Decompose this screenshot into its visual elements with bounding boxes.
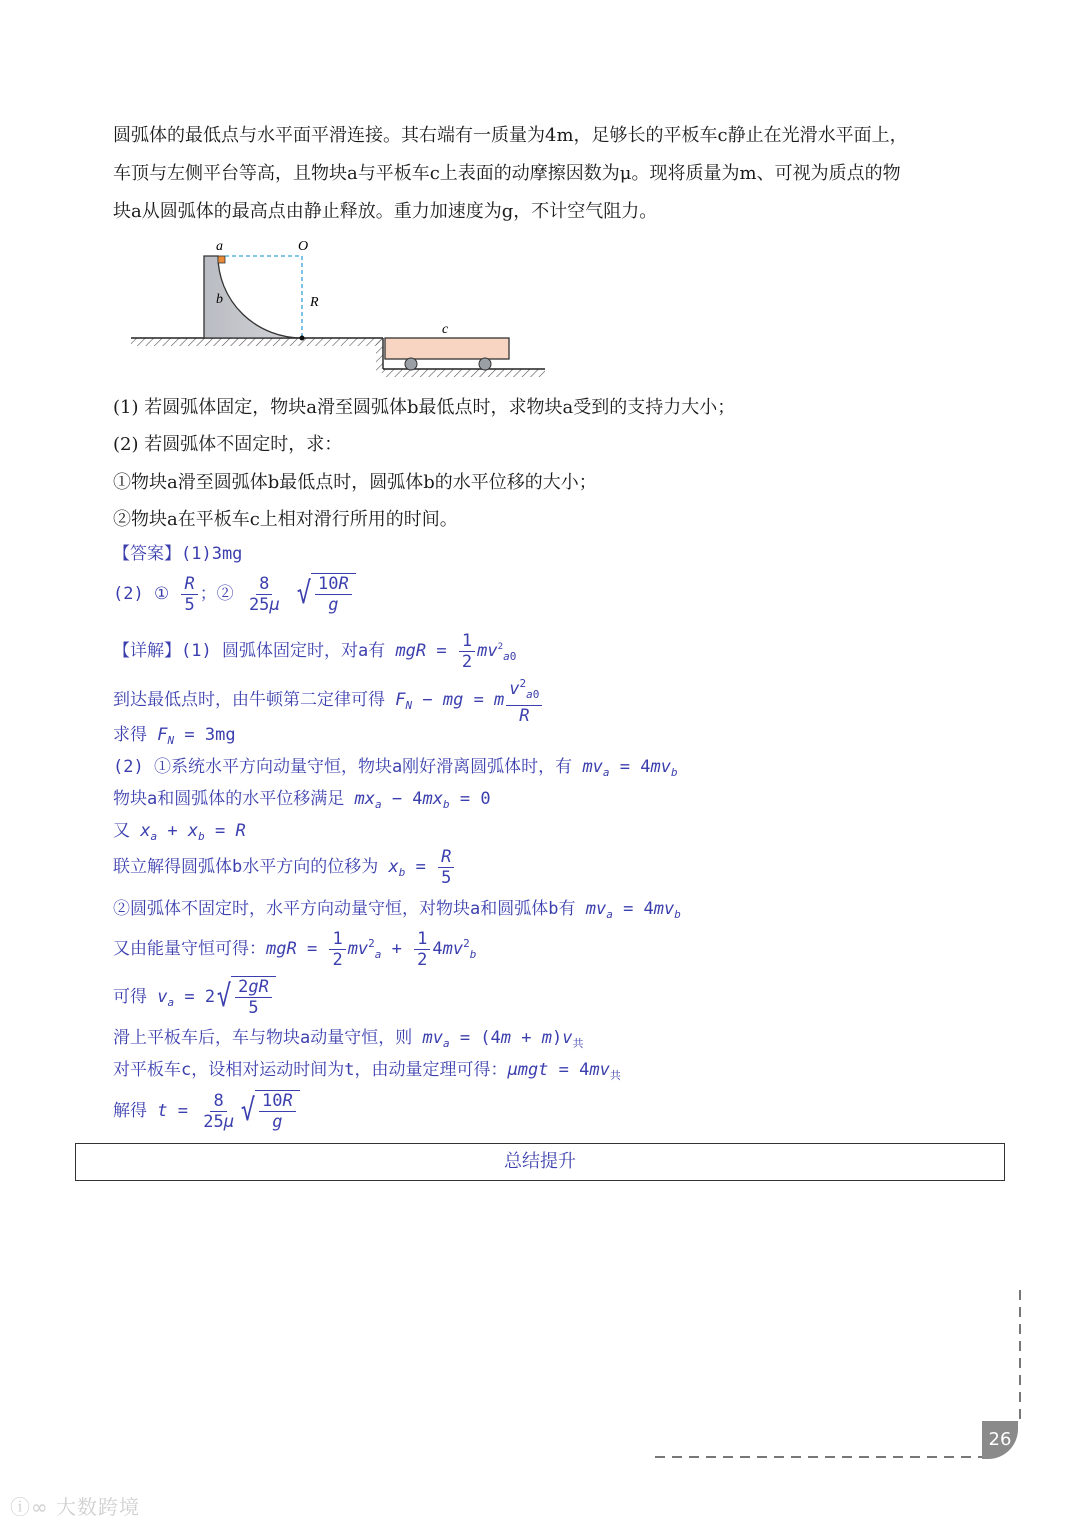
fraction-R-over-5: $\frac{R}{5}$: [181, 574, 197, 615]
arc-bottom-point: [300, 336, 305, 341]
answer-line-1: [113, 541, 1013, 567]
solution-line-10: 可得 $v_a = 2$ √ $\frac{2gR}{5}$: [113, 973, 1013, 1027]
solution-l9: 又由能量守恒可得：: [113, 939, 266, 959]
solution-line-1: 【详解】(1) 圆弧体固定时，对a有 mgR = $\frac{1}{2}$ $mv^2_{a0}$: [113, 630, 517, 672]
solution-tag: 【详解】: [113, 641, 181, 661]
problem-line-2: 车顶与左侧平台等高，且物块a与平板车c上表面的动摩擦因数为μ。现将质量为m、可视为质点的物: [113, 163, 901, 184]
question-2b: ②物块a在平板车c上相对滑行所用的时间。: [113, 509, 458, 530]
answer-2-prefix: (2) ①: [113, 584, 170, 604]
question-1: (1) 若圆弧体固定，物块a滑至圆弧体b最低点时，求物块a受到的支持力大小；: [113, 397, 736, 418]
sqrt-10R-g: √ $\frac{10R}{g}$: [295, 573, 356, 615]
solution-line-6: 又 $x_a + x_b = R$: [113, 821, 246, 843]
solution-line-9: 又由能量守恒可得：mgR = $\frac{1}{2}$ $mv^2_a$ + $\frac{1}{2}$ $4mv^2_b$: [113, 928, 477, 970]
cart-c: [385, 338, 509, 359]
solution-line-2: 到达最低点时，由牛顿第二定律可得 $F_N$ − mg = m $\frac{v^2_{a0}}{R}$: [113, 674, 1013, 728]
solution-l6: 又: [113, 821, 130, 841]
solution-line-11: 滑上平板车后，车与物块a动量守恒，则 $mv_a = (4m + m)v_共$: [113, 1028, 584, 1050]
watermark: [10, 1491, 140, 1520]
problem-line-1: 圆弧体的最低点与水平面平滑连接。其右端有一质量为4m，足够长的平板车c静止在光滑水平面上，: [113, 125, 908, 146]
ground-left-hatch: [131, 338, 383, 346]
solution-l4: (2) ①系统水平方向动量守恒，物块a刚好滑离圆弧体时，有: [113, 757, 573, 777]
solution-line-5: 物块a和圆弧体的水平位移满足 $mx_a - 4mx_b = 0$: [113, 789, 491, 811]
solution-l2: 到达最低点时，由牛顿第二定律可得: [113, 690, 385, 710]
solution-l10: 可得: [113, 987, 147, 1007]
answer-line-2: [113, 572, 1013, 616]
watermark-text: 大数跨境: [56, 1495, 141, 1519]
solution-line-12: 对平板车c，设相对运动时间为t，由动量定理可得：$\mu mgt = 4mv_共$: [113, 1060, 621, 1082]
solution-l8: ②圆弧体不固定时，水平方向动量守恒，对物块a和圆弧体b有: [113, 899, 576, 919]
solution-l3-result: = 3mg: [184, 725, 236, 745]
pit-hatch-left: [376, 338, 383, 373]
question-2: (2) 若圆弧体不固定时，求：: [113, 434, 343, 455]
ground-right-hatch: [383, 369, 545, 377]
block-a: [218, 256, 225, 263]
watermark-logo-icon: ⓘ∞: [10, 1495, 57, 1519]
answer-1: (1)3mg: [181, 544, 243, 564]
page-number: 26: [982, 1421, 1018, 1459]
answer-tag: 【答案】: [113, 544, 181, 564]
answer-2-sep: ；②: [199, 584, 234, 604]
page-corner-dashes: [655, 1290, 1027, 1465]
solution-l1: (1) 圆弧体固定时，对a有: [181, 641, 386, 661]
solution-l12: 对平板车c，设相对运动时间为t，由动量定理可得：: [113, 1060, 508, 1080]
problem-line-3: 块a从圆弧体的最高点由静止释放。重力加速度为g，不计空气阻力。: [113, 201, 658, 222]
solution-line-3: 求得 $F_N = 3mg$: [113, 725, 236, 747]
label-c: c: [442, 322, 449, 337]
fraction-8-over-25mu: $\frac{8}{25\mu}$: [248, 573, 280, 615]
solution-line-4: (2) ①系统水平方向动量守恒，物块a刚好滑离圆弧体时，有 $mv_a = 4mv_b$: [113, 757, 678, 779]
solution-line-8: ②圆弧体不固定时，水平方向动量守恒，对物块a和圆弧体b有 $mv_a = 4mv_b$: [113, 899, 681, 921]
solution-l13: 解得: [113, 1101, 147, 1121]
label-b: b: [216, 292, 223, 307]
solution-l5: 物块a和圆弧体的水平位移满足: [113, 789, 345, 809]
summary-heading: 总结提升: [75, 1143, 1005, 1181]
label-a: a: [216, 239, 223, 254]
label-O: O: [298, 239, 309, 254]
cart-wheel-right: [479, 358, 491, 370]
solution-line-7: 联立解得圆弧体b水平方向的位移为 $x_b$ = $\frac{R}{5}$: [113, 845, 1013, 895]
cart-wheel-left: [405, 358, 417, 370]
solution-l7: 联立解得圆弧体b水平方向的位移为: [113, 857, 379, 877]
question-2a: ①物块a滑至圆弧体b最低点时，圆弧体b的水平位移的大小；: [113, 472, 597, 493]
solution-line-13: 解得 t = $\frac{8}{25\mu}$ √ $\frac{10R}{g}$: [113, 1087, 1013, 1135]
solution-l11: 滑上平板车后，车与物块a动量守恒，则: [113, 1028, 413, 1048]
physics-figure: [128, 236, 558, 382]
label-R: R: [310, 295, 319, 310]
solution-l3: 求得: [113, 725, 147, 745]
